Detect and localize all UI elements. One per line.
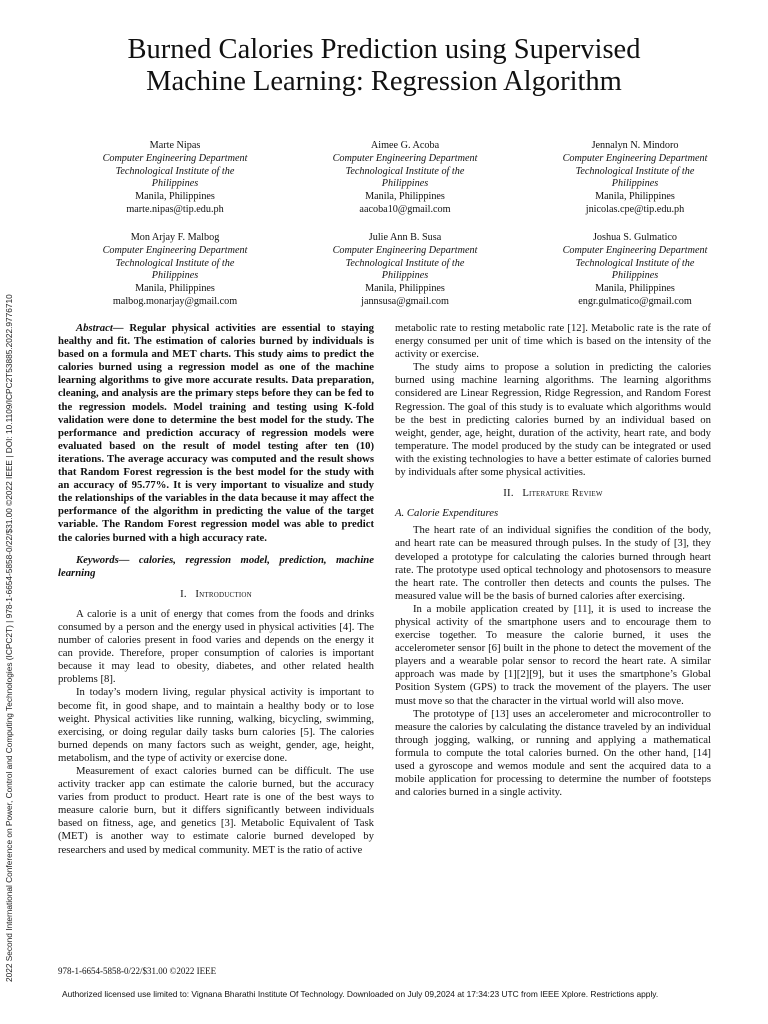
author-institution: Technological Institute of the — [575, 257, 695, 269]
author-block — [520, 232, 750, 309]
isbn-footer: 978-1-6654-5858-0/22/$31.00 ©2022 IEEE — [58, 966, 217, 976]
author-institution-2: Philippines — [381, 270, 429, 282]
abstract — [58, 322, 374, 545]
section-number: I. — [180, 587, 187, 600]
left-column — [58, 322, 374, 857]
author-location: Manila, Philippines — [365, 283, 445, 295]
intro-paragraph: Measurement of exact calories burned can be difficult. The use activity tracker app can estimate the calorie burned, but the accuracy varies from product to product. Heart rate is one of the best ways to measure calorie burn, but it differs significantly between individuals based on fitness, age, and genetics [3]. Metabolic Equivalent of Task (MET) is another way to estimate calorie burned developed by researchers and used by medical community. MET is the ratio of active — [58, 765, 374, 856]
author-location: Manila, Philippines — [365, 191, 445, 203]
author-institution-2: Philippines — [611, 270, 659, 282]
author-name: Julie Ann B. Susa — [368, 232, 442, 243]
author-department: Computer Engineering Department — [562, 152, 708, 164]
author-name: Mon Arjay F. Malbog — [130, 232, 220, 243]
section-heading-introduction — [58, 588, 374, 601]
intro-paragraph: In today’s modern living, regular physical activity is important to become fit, in good shape, and to maintain a healthy body or to lose weight. Physical activities like running, walking, bicycling, swimming, exercising, or doing regular daily tasks burn calories [5]. The calories burned depends on many factors such as weight, gender, age, height, metabolism, and the type of activity or exercise done. — [58, 686, 374, 764]
author-name: Marte Nipas — [149, 140, 201, 151]
abstract-dash: — — [112, 322, 124, 334]
author-email: jannsusa@gmail.com — [361, 295, 449, 307]
author-email: jnicolas.cpe@tip.edu.ph — [585, 203, 685, 215]
author-name: Jennalyn N. Mindoro — [591, 140, 679, 151]
author-institution-2: Philippines — [151, 270, 199, 282]
intro-continuation: metabolic rate to resting metabolic rate [12]. Metabolic rate is the rate of energy consumed per unit of time which is based on the intensity of the activity or exercise. — [395, 322, 711, 361]
abstract-label: Abstract — [76, 322, 113, 334]
section-title: Introduction — [195, 587, 252, 600]
author-row-1 — [60, 140, 750, 217]
doi-margin-note: 2022 Second International Conference on Power, Control and Computing Technologies (ICPC2T) | 978-1-6654-5858-0/22/$31.00 ©2022 IEEE | DOI: 10.1109/ICPC2T53885.2022.9776710 — [4, 294, 14, 982]
author-location: Manila, Philippines — [135, 283, 215, 295]
author-institution: Technological Institute of the — [345, 165, 465, 177]
section-title: Literature Review — [522, 487, 603, 500]
author-institution-2: Philippines — [381, 178, 429, 190]
license-footer: Authorized licensed use limited to: Vignana Bharathi Institute Of Technology. Downloaded on July 09,2024 at 17:34:23 UTC from IEEE Xplore. Restrictions apply. — [62, 989, 659, 999]
intro-paragraph: A calorie is a unit of energy that comes from the foods and drinks consumed by a person and the energy used in physical activities [4]. The number of calories present in food varies and depends on the energy it can provide. Therefore, proper consumption of calories is important because it may lead to obesity, diabetes, and other related health problems [8]. — [58, 607, 374, 686]
author-institution: Technological Institute of the — [345, 257, 465, 269]
author-institution: Technological Institute of the — [575, 165, 695, 177]
author-institution-2: Philippines — [151, 178, 199, 190]
title-line-1: Burned Calories Prediction using Supervised — [127, 34, 641, 65]
author-email: engr.gulmatico@gmail.com — [578, 295, 692, 307]
author-department: Computer Engineering Department — [102, 152, 248, 164]
keywords: Keywords— calories, regression model, prediction, machine learning — [58, 553, 374, 579]
author-location: Manila, Philippines — [135, 191, 215, 203]
literature-paragraph: The heart rate of an individual signifies the condition of the body, and heart rate can be measured through pulses. In the study of [3], they developed a prototype for calculating the calories burned through heart rate. The prototype used optical technology and photosensors to measure the heart rate. The controller then detects and counts the pulses. The measured value will be the basis of burned calories after exercising. — [395, 524, 711, 602]
author-row-2 — [60, 232, 750, 309]
right-column — [395, 322, 711, 799]
paper-title — [60, 34, 708, 98]
author-name: Joshua S. Gulmatico — [592, 232, 678, 243]
title-line-2: Machine Learning: Regression Algorithm — [146, 66, 622, 97]
author-institution: Technological Institute of the — [115, 257, 235, 269]
author-block — [60, 232, 290, 309]
author-location: Manila, Philippines — [595, 191, 675, 203]
literature-paragraph: The prototype of [13] uses an accelerometer and microcontroller to measure the calories by calculating the distance traveled by an individual through jogging, walking, or running and applying a mathematical formula to compute the total calories burned. On the other hand, [14] used a gyroscope and wemos module and sent the acquired data to a mobile application for processing to determine the number of footsteps and calories burned in a single activity. — [395, 707, 711, 799]
author-department: Computer Engineering Department — [332, 244, 478, 256]
subsection-heading: A. Calorie Expenditures — [395, 507, 499, 520]
author-department: Computer Engineering Department — [102, 244, 248, 256]
author-block — [60, 140, 290, 217]
author-institution-2: Philippines — [611, 178, 659, 190]
author-email: marte.nipas@tip.edu.ph — [126, 203, 224, 215]
author-email: aacoba10@gmail.com — [359, 203, 451, 215]
author-location: Manila, Philippines — [595, 283, 675, 295]
author-department: Computer Engineering Department — [562, 244, 708, 256]
author-department: Computer Engineering Department — [332, 152, 478, 164]
author-block — [290, 232, 520, 309]
author-email: malbog.monarjay@gmail.com — [112, 295, 238, 307]
author-block — [290, 140, 520, 217]
author-institution: Technological Institute of the — [115, 165, 235, 177]
literature-paragraph: In a mobile application created by [11], it is used to increase the physical activity of the smartphone users and to encourage them to exercise together. To measure the calorie burned, it uses the accelerometer sensor [6] built in the phone to detect the movement of the players and a wearable polar sensor to record the heart rate. A similar approach was made by [1][2][9], but it uses the smartphone’s Global Position System (GPS) to track the movement of the players. The user must move so that the character in the virtual world will also move. — [395, 602, 711, 707]
intro-paragraph: The study aims to propose a solution in predicting the calories burned using machine learning algorithms. The learning algorithms considered are Linear Regression, Ridge Regression, and Random Forest Regression. The goal of this study is to evaluate which algorithms would be the best in predicting calories burned by an individual based on weight, gender, age, height, duration of the activity, heart rate, and body temperature. The model produced by the study can be integrated or used with the existing technologies to have a better estimate of calories burned by individuals after some physical activities. — [395, 361, 711, 479]
section-number: II. — [503, 487, 514, 500]
author-name: Aimee G. Acoba — [370, 140, 440, 151]
author-block — [520, 140, 750, 217]
abstract-text: Regular physical activities are essential to staying healthy and fit. The estimation of calories burned by individuals is based on a formula and MET charts. This study aims to predict the calories burned using a regression model as one of the machine learning algorithms to give more accurate results. Data preparation, cleaning, and analysis are the primary steps before they can be fed to the regression models. Model training and testing using K-fold validation were done to determine the best model for the study. The performance and prediction accuracy of regression models were evaluated based on the result of model testing after ten (10) iterations. The average accuracy was computed and the result shows that Random Forest regression is the best model for the study with an accuracy of 95.77%. It is very important to visualize and study the relationships of the variables in the data because it may affect the performance of the algorithm in predicting the value of the target variable. The Random Forest regression model was able to predict the calories burned with a high accuracy rate. — [58, 322, 374, 544]
section-heading-literature-review — [395, 487, 711, 500]
